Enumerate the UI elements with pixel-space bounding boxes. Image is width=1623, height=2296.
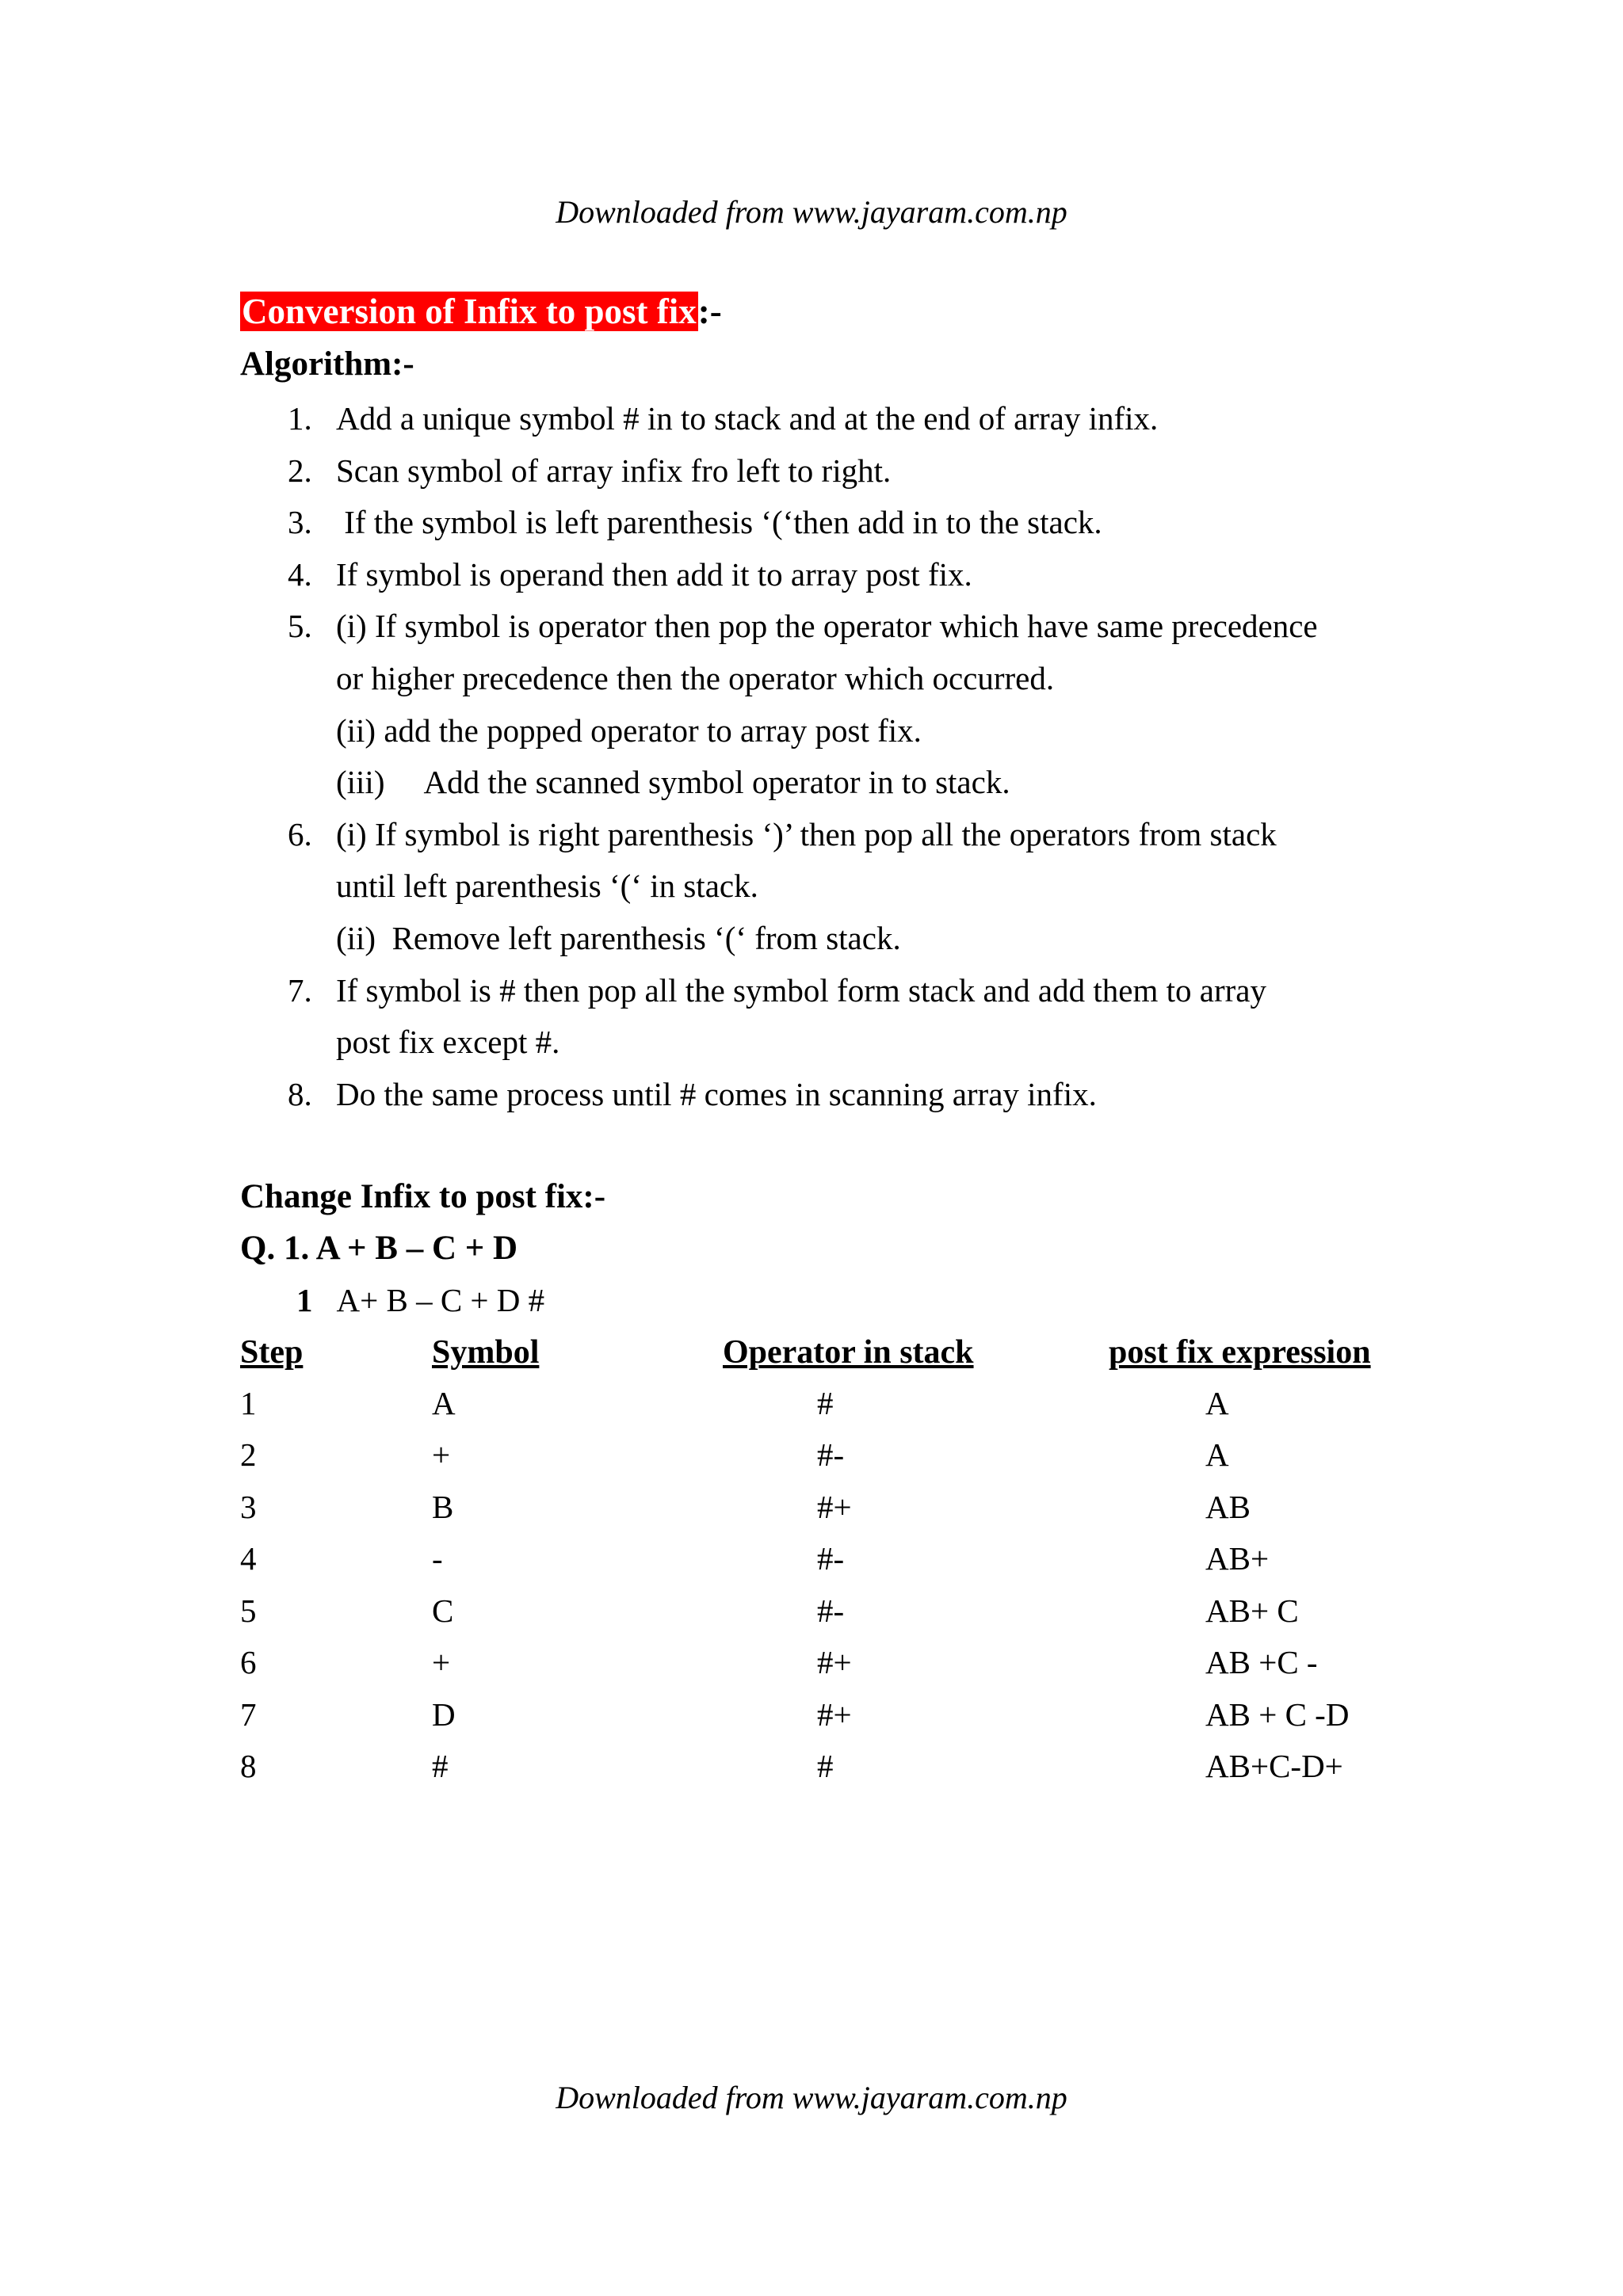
expression-text: A+ B – C + D # (336, 1282, 545, 1318)
section-title (240, 290, 722, 333)
cell-symbol: # (432, 1748, 449, 1784)
cell-postfix: A (1205, 1436, 1229, 1473)
step-line: (i) If symbol is operator then pop the operator which have same precedence (336, 608, 1318, 645)
header-symbol: Symbol (432, 1334, 540, 1371)
step-number: 7. (288, 971, 312, 1009)
step-line: If the symbol is left parenthesis ‘(‘then add in to the stack. (336, 504, 1102, 541)
step-line: Add a unique symbol # in to stack and at the end of array infix. (336, 400, 1159, 437)
cell-postfix: A (1205, 1385, 1229, 1421)
step-number: 1. (288, 400, 312, 437)
expression-number: 1 (296, 1282, 313, 1318)
section-title-suffix: :- (697, 292, 722, 331)
cell-postfix: AB+C-D+ (1205, 1748, 1343, 1784)
step-number: 2. (288, 452, 312, 489)
cell-operator: #+ (817, 1489, 852, 1525)
step-line: (ii) add the popped operator to array post fix. (336, 711, 922, 749)
cell-operator: # (817, 1748, 834, 1784)
step-line: (i) If symbol is right parenthesis ‘)’ then pop all the operators from stack (336, 815, 1277, 852)
algorithm-step (240, 601, 1445, 808)
step-line: (iii) Add the scanned symbol operator in to stack. (336, 764, 1010, 801)
algorithm-step (240, 1069, 1445, 1121)
algorithm-step (240, 965, 1445, 1069)
cell-postfix: AB (1205, 1489, 1251, 1525)
cell-step: 6 (240, 1644, 257, 1680)
cell-postfix: AB+ (1205, 1540, 1270, 1577)
step-line: If symbol is # then pop all the symbol form stack and add them to array (336, 971, 1266, 1009)
cell-symbol: B (432, 1489, 454, 1525)
step-line: or higher precedence then the operator which occurred. (336, 659, 1055, 696)
header-operator-in-stack: Operator in stack (723, 1334, 974, 1371)
step-line: post fix except #. (336, 1024, 560, 1061)
header-step: Step (240, 1334, 304, 1371)
algorithm-step (240, 809, 1445, 965)
step-number: 8. (288, 1075, 312, 1112)
cell-symbol: + (432, 1436, 451, 1473)
cell-symbol: C (432, 1592, 454, 1629)
algorithm-step (240, 393, 1445, 445)
step-number: 6. (288, 815, 312, 852)
section-title-highlight: Conversion of Infix to post fix (242, 292, 697, 331)
cell-postfix: AB + C -D (1205, 1696, 1350, 1733)
cell-symbol: A (432, 1385, 456, 1421)
algorithm-step (240, 497, 1445, 549)
cell-step: 7 (240, 1696, 257, 1733)
header-postfix-expression: post fix expression (1109, 1334, 1371, 1371)
cell-step: 3 (240, 1489, 257, 1525)
step-line: (ii) Remove left parenthesis ‘(‘ from stack. (336, 919, 901, 956)
cell-operator: # (817, 1385, 834, 1421)
step-line: If symbol is operand then add it to array post fix. (336, 555, 972, 593)
cell-symbol: D (432, 1696, 456, 1733)
cell-postfix: AB +C - (1205, 1644, 1318, 1680)
cell-step: 1 (240, 1385, 257, 1421)
cell-operator: #- (817, 1436, 845, 1473)
change-heading: Change Infix to post fix:- (240, 1178, 606, 1215)
cell-operator: #- (817, 1592, 845, 1629)
cell-operator: #+ (817, 1644, 852, 1680)
header-note: Downloaded from www.jayaram.com.np (556, 194, 1067, 230)
step-number: 4. (288, 555, 312, 593)
cell-postfix: AB+ C (1205, 1592, 1299, 1629)
step-line: until left parenthesis ‘(‘ in stack. (336, 868, 758, 905)
cell-step: 5 (240, 1592, 257, 1629)
algorithm-heading: Algorithm:- (240, 345, 414, 383)
step-line: Do the same process until # comes in scanning array infix. (336, 1075, 1097, 1112)
cell-step: 4 (240, 1540, 257, 1577)
algorithm-steps (240, 393, 1445, 1120)
question-expression (296, 1280, 544, 1320)
algorithm-step (240, 445, 1445, 498)
step-line: Scan symbol of array infix fro left to right. (336, 452, 892, 489)
question-heading: Q. 1. A + B – C + D (240, 1230, 518, 1267)
cell-symbol: - (432, 1540, 443, 1577)
step-number: 3. (288, 504, 312, 541)
footer-note: Downloaded from www.jayaram.com.np (556, 2080, 1067, 2115)
cell-step: 8 (240, 1748, 257, 1784)
cell-operator: #- (817, 1540, 845, 1577)
cell-symbol: + (432, 1644, 451, 1680)
cell-operator: #+ (817, 1696, 852, 1733)
algorithm-step (240, 549, 1445, 601)
cell-step: 2 (240, 1436, 257, 1473)
step-number: 5. (288, 608, 312, 645)
